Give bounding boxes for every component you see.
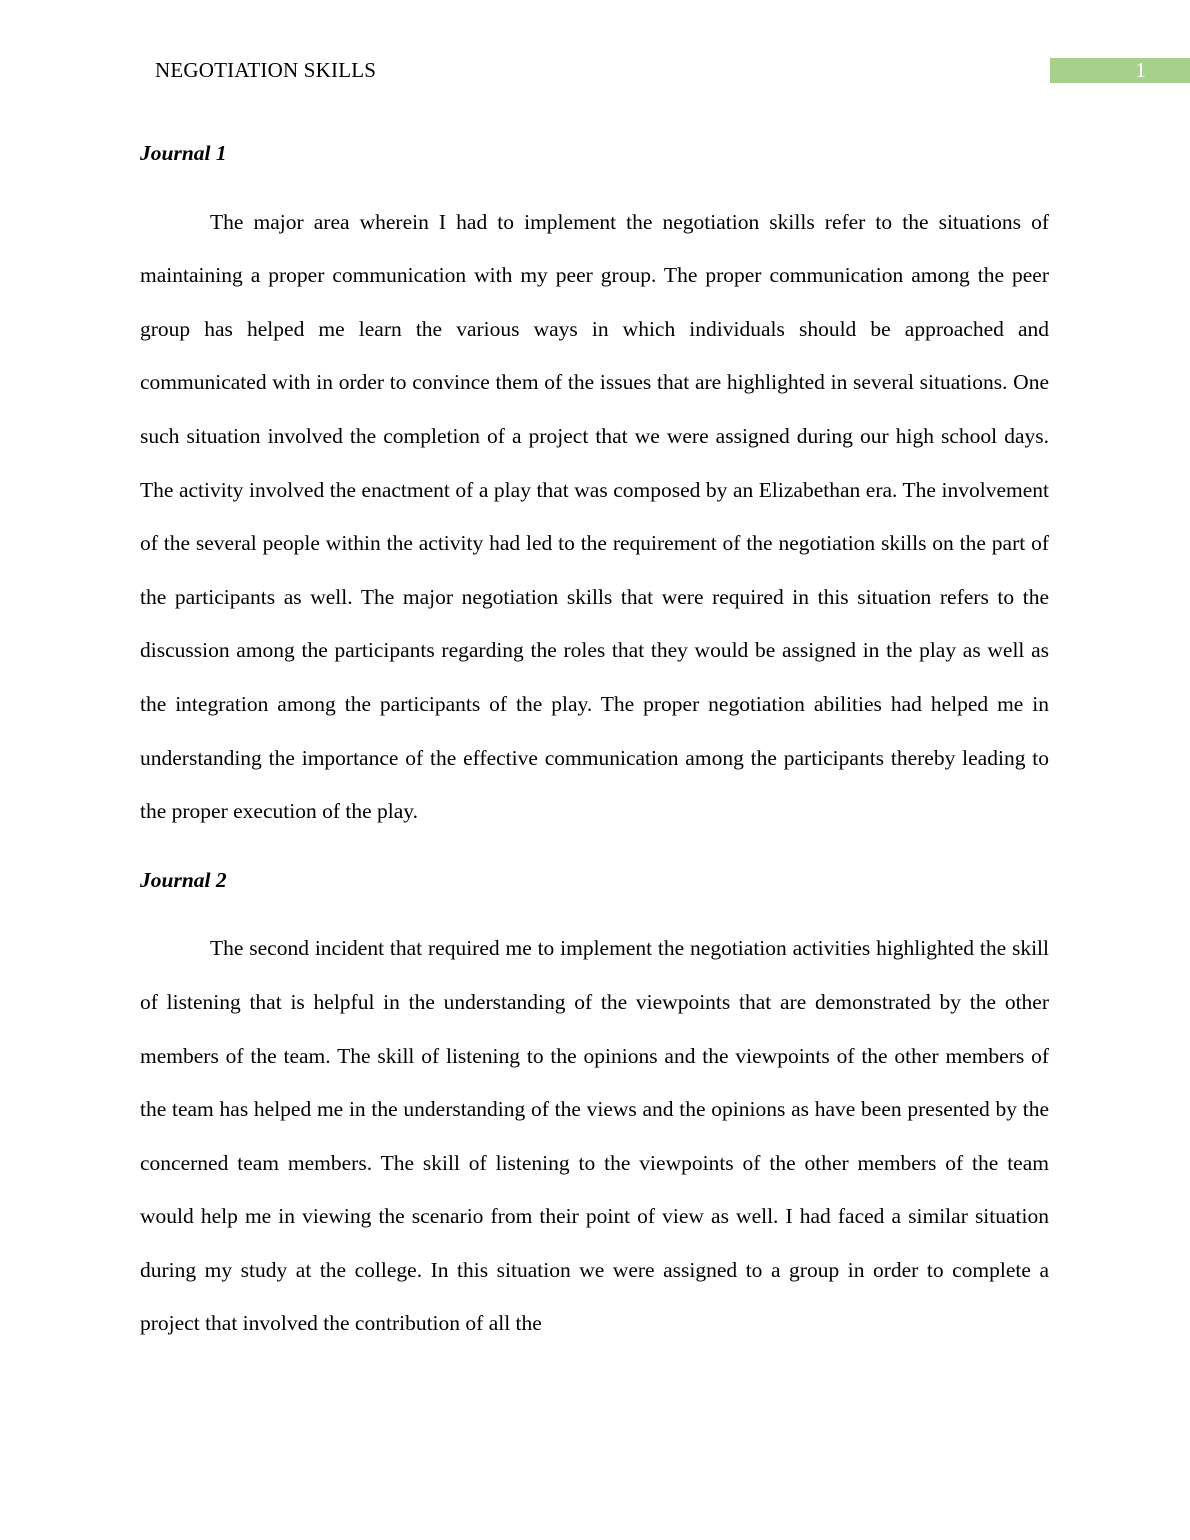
page-number-bar bbox=[1050, 58, 1190, 83]
page-number: 1 bbox=[1135, 58, 1146, 82]
document-body bbox=[140, 127, 1049, 1366]
journal-2-paragraph: The second incident that required me to implement the negotiation activities highlighted the skill of listening that is helpful in the understanding of the viewpoints that are demonstrated by the other members of the team. The skill of listening to the opinions and the viewpoints of the other members of the team has helped me in the understanding of the views and the opinions as have been presented by the concerned team members. The skill of listening to the viewpoints of the other members of the team would help me in viewing the scenario from their point of view as well. I had faced a similar situation during my study at the college. In this situation we were assigned to a group in order to complete a project that involved the contribution of all the bbox=[140, 936, 1049, 1336]
journal-2-section bbox=[140, 854, 1049, 1351]
running-head: NEGOTIATION SKILLS bbox=[155, 58, 377, 82]
journal-1-heading: Journal 1 bbox=[140, 141, 227, 165]
journal-1-paragraph: The major area wherein I had to implement the negotiation skills refer to the situations of maintaining a proper communication with my peer group. The proper communication among the peer group has helped me learn the various ways in which individuals should be approached and communicated with in order to convince them of the issues that are highlighted in several situations. One such situation involved the completion of a project that we were assigned during our high school days. The activity involved the enactment of a play that was composed by an Elizabethan era. The involvement of the several people within the activity had led to the requirement of the negotiation skills on the part of the participants as well. The major negotiation skills that were required in this situation refers to the discussion among the participants regarding the roles that they would be assigned in the play as well as the integration among the participants of the play. The proper negotiation abilities had helped me in understanding the importance of the effective communication among the participants thereby leading to the proper execution of the play. bbox=[140, 209, 1049, 824]
journal-1-section bbox=[140, 127, 1049, 839]
journal-2-heading: Journal 2 bbox=[140, 867, 227, 892]
